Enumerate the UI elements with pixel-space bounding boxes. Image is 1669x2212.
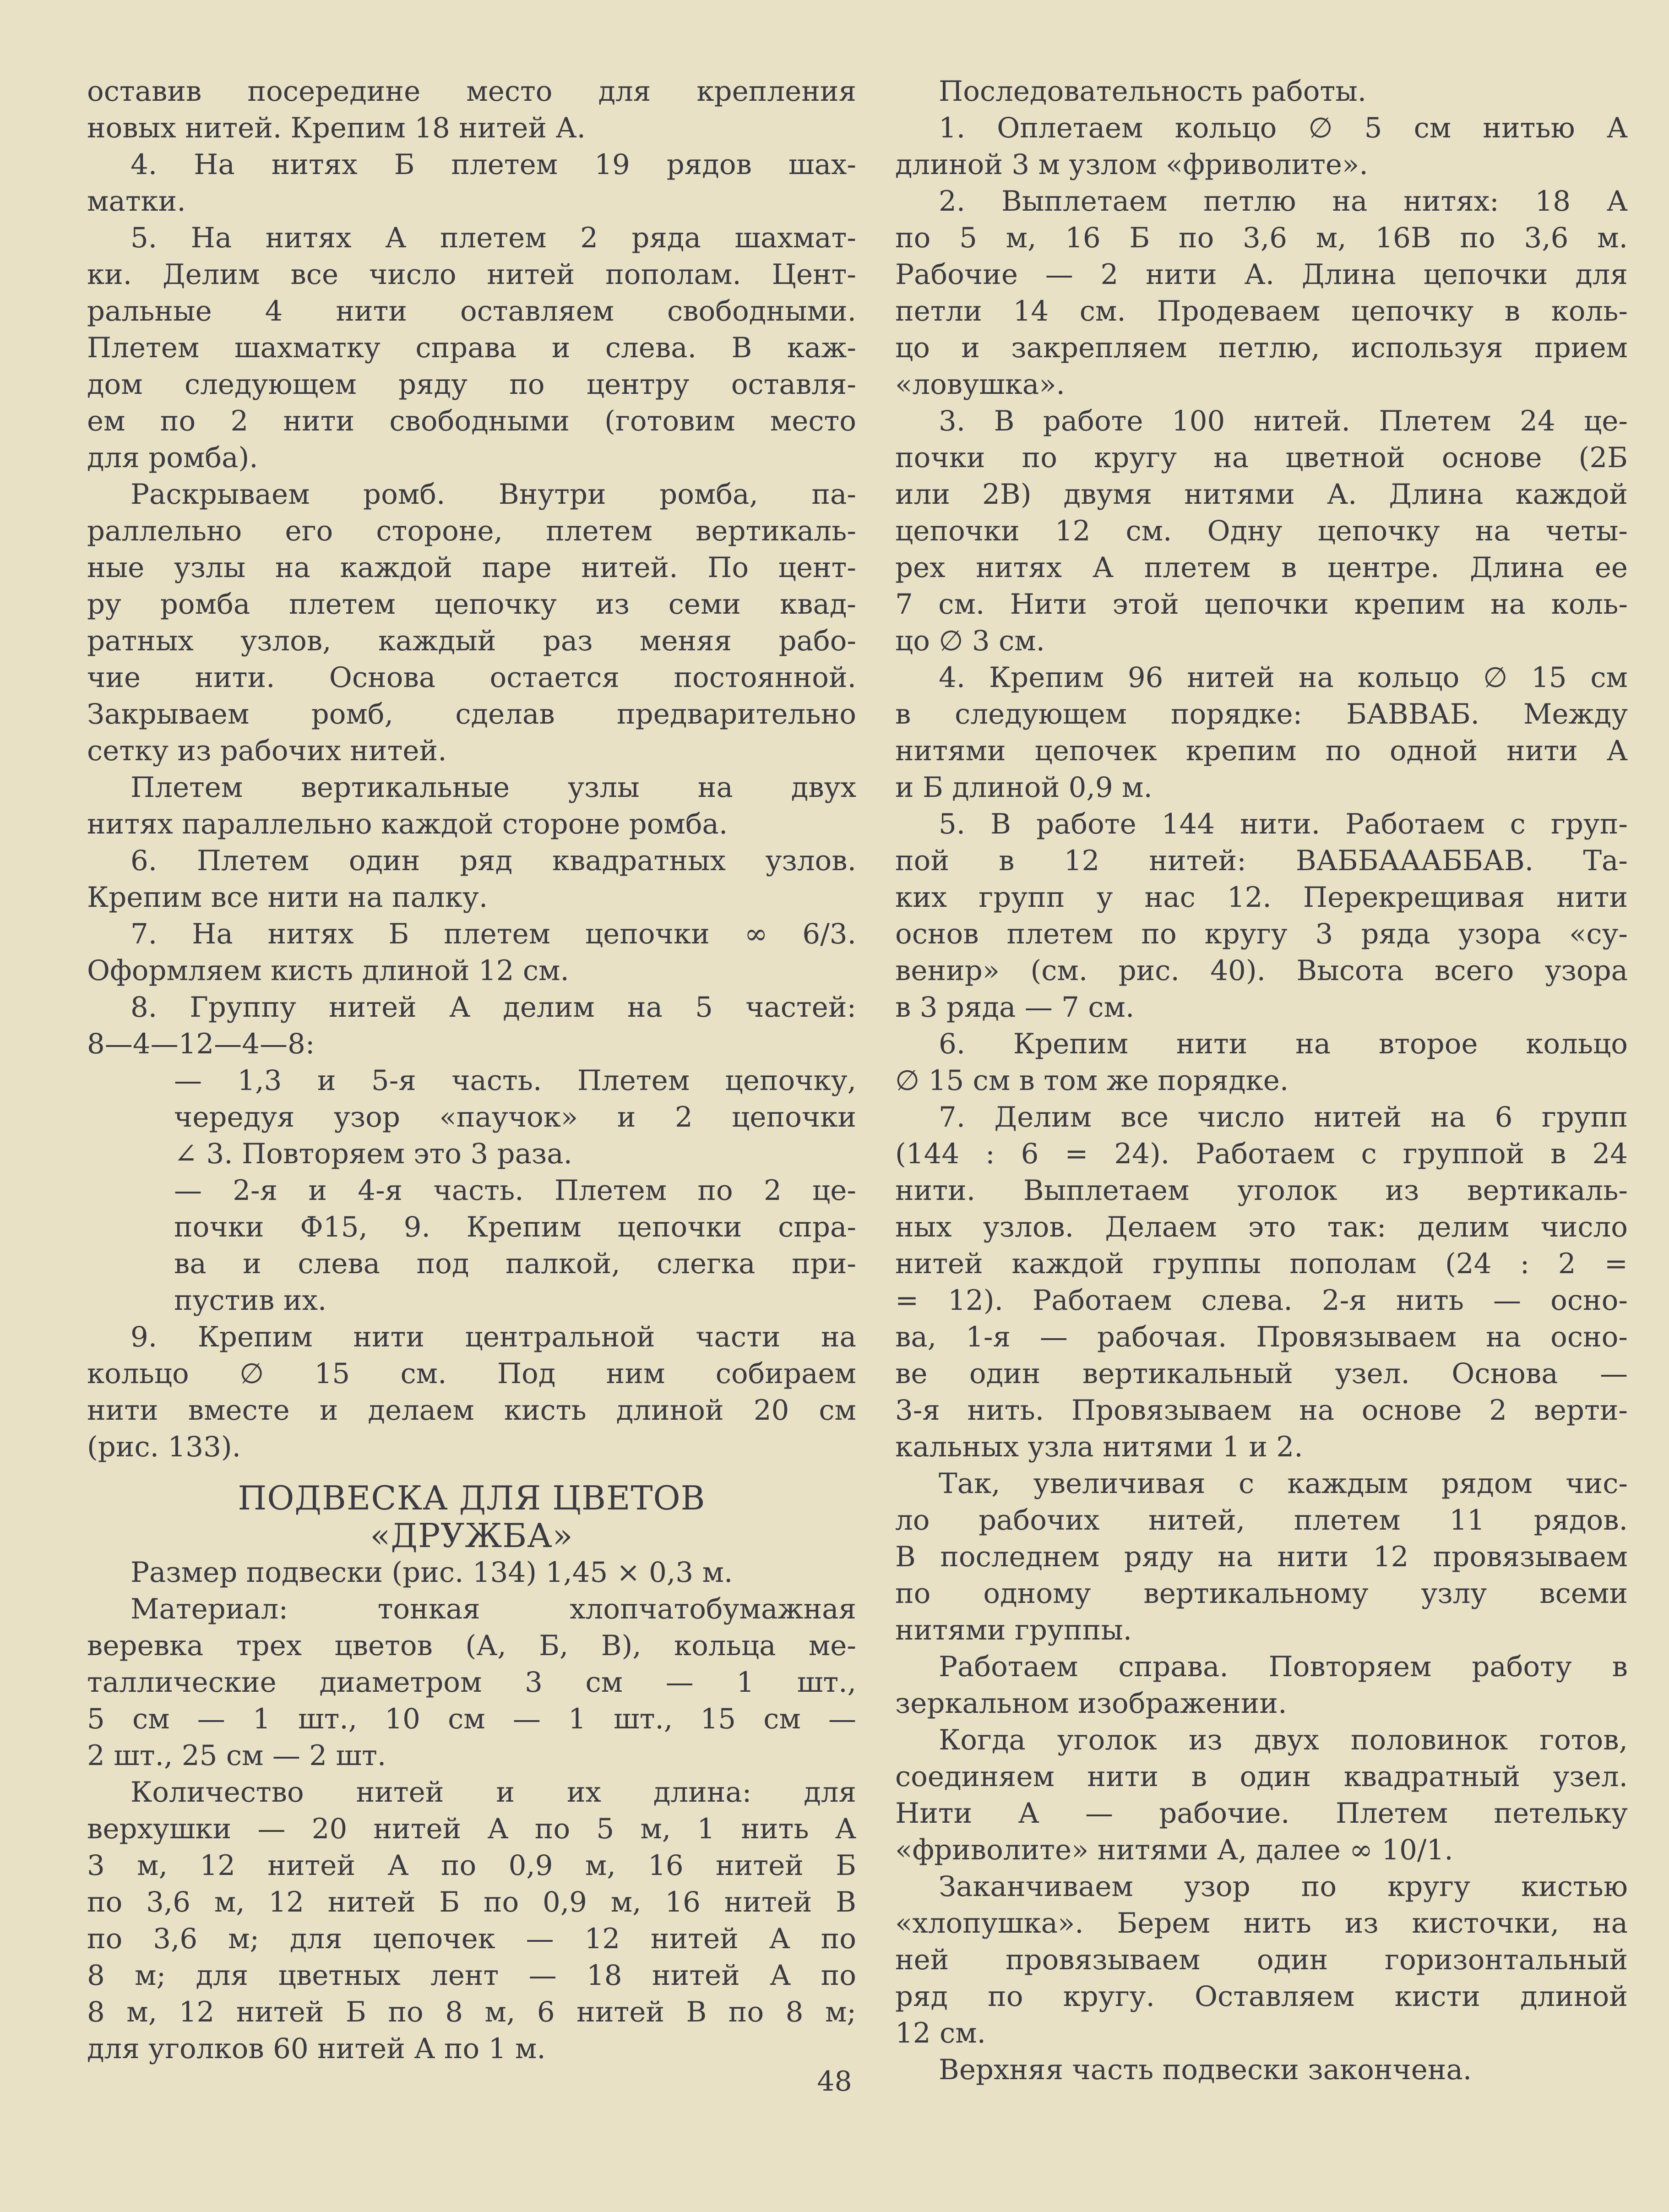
paragraph xyxy=(87,1554,856,1591)
left-column xyxy=(87,73,856,2067)
paragraph xyxy=(87,1591,856,1774)
text-line: по 5 м, 16 Б по 3,6 м, 16В по 3,6 м. xyxy=(895,222,1628,254)
text-line: Размер подвески (рис. 134) 1,45 × 0,3 м. xyxy=(130,1556,733,1589)
text-line: 6. Крепим нити на второе кольцо xyxy=(939,1028,1628,1060)
text-line: Закрываем ромб, сделав предварительно xyxy=(87,698,856,730)
text-line: в следующем порядке: БАВВАБ. Между xyxy=(895,698,1628,730)
text-line: Плетем вертикальные узлы на двух xyxy=(130,771,856,804)
text-line: ратных узлов, каждый раз меняя рабо- xyxy=(87,625,856,657)
text-line: Последовательность работы. xyxy=(939,75,1367,108)
text-line: Так, увеличивая с каждым рядом чис- xyxy=(939,1467,1628,1500)
text-line: ные узлы на каждой паре нитей. По цент- xyxy=(87,551,856,584)
text-line: 9. Крепим нити центральной части на xyxy=(130,1321,856,1353)
text-line: 5. В работе 144 нити. Работаем с груп- xyxy=(939,808,1628,840)
paragraph xyxy=(87,1172,856,1319)
text-line: 4. Крепим 96 нитей на кольцо ∅ 15 см xyxy=(939,661,1628,694)
text-line: Количество нитей и их длина: для xyxy=(130,1776,856,1809)
text-line: ∅ 15 см в том же порядке. xyxy=(895,1064,1289,1097)
text-line: чие нити. Основа остается постоянной. xyxy=(87,661,856,694)
text-line: Материал: тонкая хлопчатобумажная xyxy=(130,1593,856,1625)
paragraph xyxy=(895,1722,1628,1869)
text-line: 7 см. Нити этой цепочки крепим на коль- xyxy=(895,588,1628,621)
text-line: в 3 ряда — 7 см. xyxy=(895,991,1135,1024)
text-line: пустив их. xyxy=(174,1284,327,1317)
text-line: 6. Плетем один ряд квадратных узлов. xyxy=(130,844,856,877)
text-line: новых нитей. Крепим 18 нитей А. xyxy=(87,112,586,144)
text-line: Рабочие — 2 нити А. Длина цепочки для xyxy=(895,258,1628,291)
paragraph xyxy=(87,1774,856,2067)
text-line: по 3,6 м; для цепочек — 12 нитей А по xyxy=(87,1923,856,1955)
text-line: Оформляем кисть длиной 12 см. xyxy=(87,954,569,987)
text-line: ве один вертикальный узел. Основа — xyxy=(895,1357,1628,1390)
text-line: соединяем нити в один квадратный узел. xyxy=(895,1760,1628,1793)
text-line: верхушки — 20 нитей А по 5 м, 1 нить А xyxy=(87,1813,856,1845)
text-line: для ромба). xyxy=(87,441,258,474)
text-line: или 2В) двумя нитями А. Длина каждой xyxy=(895,478,1628,511)
paragraph xyxy=(87,1319,856,1466)
section-heading xyxy=(87,1479,856,1554)
paragraph xyxy=(895,659,1628,806)
text-line: = 12). Работаем слева. 2-я нить — осно- xyxy=(895,1284,1628,1317)
text-line: почки по кругу на цветной основе (2Б xyxy=(895,441,1628,474)
text-line: 3 м, 12 нитей А по 0,9 м, 16 нитей Б xyxy=(87,1849,856,1882)
text-line: для уголков 60 нитей А по 1 м. xyxy=(87,2032,546,2065)
text-line: нитях параллельно каждой стороне ромба. xyxy=(87,808,728,840)
text-line: сетку из рабочих нитей. xyxy=(87,735,447,767)
paragraph xyxy=(895,73,1628,110)
text-line: нитями группы. xyxy=(895,1614,1132,1646)
text-line: дом следующем ряду по центру оставля- xyxy=(87,368,856,401)
text-line: Крепим все нити на палку. xyxy=(87,881,488,914)
text-line: веревка трех цветов (А, Б, В), кольца ме- xyxy=(87,1629,856,1662)
text-line: 1. Оплетаем кольцо ∅ 5 см нитью А xyxy=(939,112,1628,144)
heading-line: ПОДВЕСКА ДЛЯ ЦВЕТОВ xyxy=(238,1479,706,1517)
text-line: Заканчиваем узор по кругу кистью xyxy=(939,1870,1628,1903)
paragraph xyxy=(895,110,1628,183)
text-line: цепочки 12 см. Одну цепочку на четы- xyxy=(895,515,1628,547)
text-line: 5. На нитях А плетем 2 ряда шахмат- xyxy=(130,222,856,254)
heading-line: «ДРУЖБА» xyxy=(370,1516,573,1555)
text-line: ки. Делим все число нитей пополам. Цент- xyxy=(87,258,856,291)
text-line: кальных узла нитями 1 и 2. xyxy=(895,1431,1303,1463)
text-line: ва, 1-я — рабочая. Провязываем на осно- xyxy=(895,1321,1628,1353)
text-line: 2. Выплетаем петлю на нитях: 18 А xyxy=(939,185,1628,218)
text-line: ральные 4 нити оставляем свободными. xyxy=(87,295,856,327)
text-line: ру ромба плетем цепочку из семи квад- xyxy=(87,588,856,621)
text-line: ва и слева под палкой, слегка при- xyxy=(174,1248,856,1280)
text-line: пой в 12 нитей: ВАББАААББАВ. Та- xyxy=(895,844,1628,877)
text-line: 2 шт., 25 см — 2 шт. xyxy=(87,1739,386,1772)
paragraph xyxy=(895,183,1628,403)
text-line: основ плетем по кругу 3 ряда узора «су- xyxy=(895,918,1628,950)
text-line: цо и закрепляем петлю, используя прием xyxy=(895,332,1628,364)
paragraph xyxy=(87,843,856,916)
paragraph xyxy=(87,220,856,476)
text-line: (рис. 133). xyxy=(87,1431,241,1463)
paragraph xyxy=(87,476,856,769)
paragraph xyxy=(895,403,1628,659)
text-line: почки Ф15, 9. Крепим цепочки спра- xyxy=(174,1211,856,1243)
text-line: ных узлов. Делаем это так: делим число xyxy=(895,1211,1628,1243)
paragraph xyxy=(895,1026,1628,1099)
text-line: Работаем справа. Повторяем работу в xyxy=(939,1651,1628,1683)
text-line: оставив посередине место для крепления xyxy=(87,75,856,108)
text-line: 5 см — 1 шт., 10 см — 1 шт., 15 см — xyxy=(87,1703,856,1735)
text-line: В последнем ряду на нити 12 провязываем xyxy=(895,1541,1628,1573)
text-line: Верхняя часть подвески закончена. xyxy=(939,2054,1472,2086)
text-line: Нити А — рабочие. Плетем петельку xyxy=(895,1797,1628,1830)
paragraph xyxy=(895,1466,1628,1649)
text-line: по одному вертикальному узлу всеми xyxy=(895,1577,1628,1610)
paragraph xyxy=(895,1869,1628,2052)
text-line: зеркальном изображении. xyxy=(895,1687,1287,1720)
text-line: и Б длиной 0,9 м. xyxy=(895,771,1153,804)
paragraph xyxy=(895,806,1628,1026)
paragraph xyxy=(87,147,856,220)
text-line: матки. xyxy=(87,185,186,218)
text-line: 3. В работе 100 нитей. Плетем 24 це- xyxy=(939,405,1628,437)
text-line: 7. На нитях Б плетем цепочки ∞ 6/3. xyxy=(130,918,856,950)
text-line: 8. Группу нитей А делим на 5 частей: xyxy=(130,991,856,1024)
text-line: 4. На нитях Б плетем 19 рядов шах- xyxy=(130,148,856,181)
text-line: 8 м, 12 нитей Б по 8 м, 6 нитей В по 8 м; xyxy=(87,1996,856,2028)
paragraph xyxy=(87,769,856,843)
paragraph xyxy=(87,1062,856,1172)
text-line: 8 м; для цветных лент — 18 нитей А по xyxy=(87,1959,856,1992)
text-line: ∠ 3. Повторяем это 3 раза. xyxy=(174,1138,572,1170)
text-line: ряд по кругу. Оставляем кисти длиной xyxy=(895,1980,1628,2013)
text-line: Когда уголок из двух половинок готов, xyxy=(939,1724,1628,1756)
text-line: по 3,6 м, 12 нитей Б по 0,9 м, 16 нитей В xyxy=(87,1886,856,1918)
text-line: нитями цепочек крепим по одной нити А xyxy=(895,735,1628,767)
text-line: длиной 3 м узлом «фриволите». xyxy=(895,148,1368,181)
text-line: нити вместе и делаем кисть длиной 20 см xyxy=(87,1394,856,1427)
text-line: чередуя узор «паучок» и 2 цепочки xyxy=(174,1101,856,1133)
text-line: цо ∅ 3 см. xyxy=(895,625,1045,657)
right-column xyxy=(895,73,1628,2088)
text-line: нитей каждой группы пополам (24 : 2 = xyxy=(895,1248,1628,1280)
text-line: «хлопушка». Берем нить из кисточки, на xyxy=(895,1907,1628,1940)
text-line: «ловушка». xyxy=(895,368,1065,401)
paragraph xyxy=(87,989,856,1062)
text-line: 3-я нить. Провязываем на основе 2 верти- xyxy=(895,1394,1628,1427)
text-line: «фриволите» нитями А, далее ∞ 10/1. xyxy=(895,1834,1453,1866)
text-line: Раскрываем ромб. Внутри ромба, па- xyxy=(130,478,856,511)
text-line: нити. Выплетаем уголок из вертикаль- xyxy=(895,1174,1628,1207)
text-line: рех нитях А плетем в центре. Длина ее xyxy=(895,551,1628,584)
text-line: ней провязываем один горизонтальный xyxy=(895,1944,1628,1976)
text-line: — 1,3 и 5-я часть. Плетем цепочку, xyxy=(174,1064,856,1097)
spacer xyxy=(87,1466,856,1479)
text-line: раллельно его стороне, плетем вертикаль- xyxy=(87,515,856,547)
page-number: 48 xyxy=(817,2065,852,2098)
text-line: кольцо ∅ 15 см. Под ним собираем xyxy=(87,1357,856,1390)
text-line: таллические диаметром 3 см — 1 шт., xyxy=(87,1666,856,1699)
paragraph xyxy=(895,1099,1628,1466)
text-line: петли 14 см. Продеваем цепочку в коль- xyxy=(895,295,1628,327)
text-line: венир» (см. рис. 40). Высота всего узора xyxy=(895,954,1628,987)
text-line: 7. Делим все число нитей на 6 групп xyxy=(939,1101,1628,1133)
text-line: (144 : 6 = 24). Работаем с группой в 24 xyxy=(895,1138,1628,1170)
text-line: 8—4—12—4—8: xyxy=(87,1028,315,1060)
paragraph xyxy=(87,916,856,989)
paragraph xyxy=(87,73,856,147)
text-line: ло рабочих нитей, плетем 11 рядов. xyxy=(895,1504,1628,1536)
text-line: ем по 2 нити свободными (готовим место xyxy=(87,405,856,437)
text-line: 12 см. xyxy=(895,2017,986,2049)
paragraph xyxy=(895,1649,1628,1722)
text-line: Плетем шахматку справа и слева. В каж- xyxy=(87,332,856,364)
text-line: — 2-я и 4-я часть. Плетем по 2 це- xyxy=(174,1174,856,1207)
text-line: ких групп у нас 12. Перекрещивая нити xyxy=(895,881,1628,914)
